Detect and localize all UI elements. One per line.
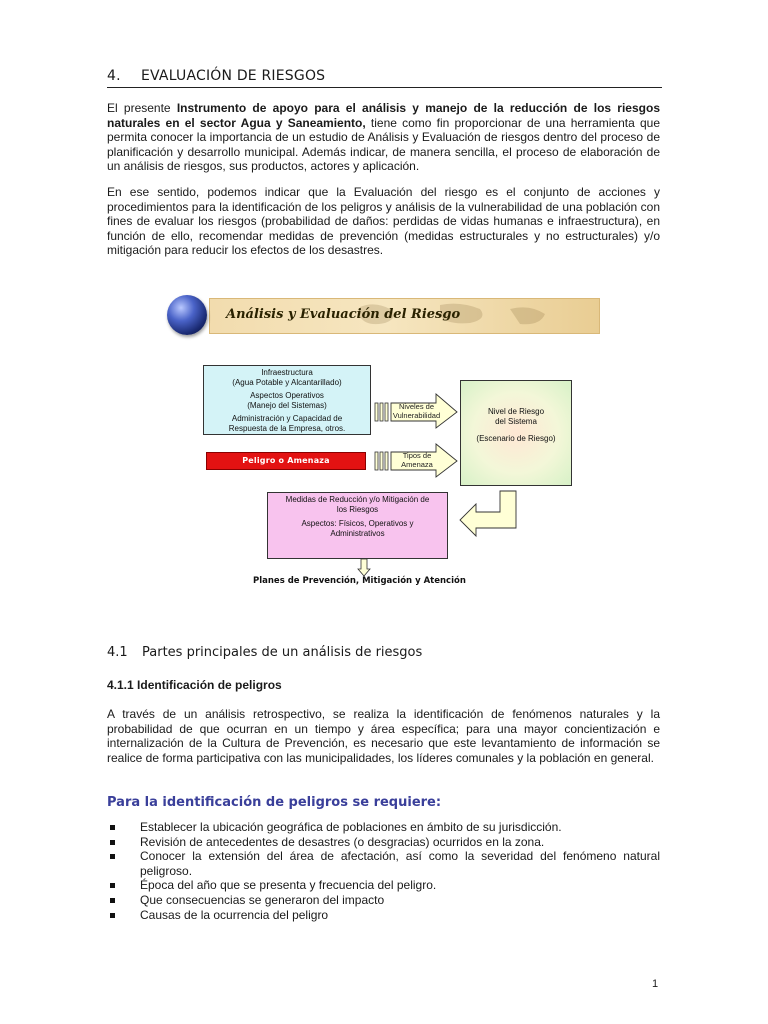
hazard-bar: Peligro o Amenaza (206, 452, 366, 470)
infrastructure-box (203, 365, 371, 435)
plans-label: Planes de Prevención, Mitigación y Atención (253, 576, 466, 586)
arrow1-label-line2: Vulnerabilidad (392, 410, 441, 420)
hazard-identification-paragraph: A través de un análisis retrospectivo, se realiza la identificación de fenómenos naturales y la probabilidad de que ocurran en un tiempo y área específica; para una mayor concientización e internalización de la Cultura de Prevención, es necesario que este levantamiento de información se realice de forma participativa con las municipalidades, los líderes comunales y la población en general. (107, 707, 660, 765)
list-item-text: Revisión de antecedentes de desastres (o desgracias) ocurridos en la zona. (140, 834, 545, 849)
bullet-square-icon (110, 840, 115, 845)
intro-bold-title: Instrumento de apoyo para el análisis y manejo de la reducción de los riesgos naturales en el sector Agua y Saneamiento, (107, 101, 660, 130)
bullet-square-icon (110, 825, 115, 830)
vulnerability-arrow-label (389, 403, 444, 420)
section-heading (107, 68, 662, 88)
intro-paragraph-1 (107, 101, 660, 174)
infra-line-4: (Manejo del Sistemas) (247, 400, 327, 410)
diagram-title: Análisis y Evaluación del Riesgo (226, 307, 461, 322)
bullet-square-icon (110, 883, 115, 888)
arrow1-label-line1: Niveles de (398, 402, 435, 411)
list-item (107, 908, 660, 923)
list-item (107, 849, 660, 878)
list-item-text: Que consecuencias se generaron del impacto (140, 892, 385, 907)
subsection-title: Partes principales de un análisis de riesgos (142, 645, 423, 660)
section-number: 4. (107, 68, 121, 84)
infra-line-2: (Agua Potable y Alcantarillado) (232, 377, 342, 387)
subsubsection-heading: 4.1.1 Identificación de peligros (107, 678, 282, 692)
medidas-line-3: Aspectos: Físicos, Operativos y (301, 519, 414, 528)
infra-line-1: Infraestructura (261, 368, 313, 377)
requirements-list (107, 820, 660, 922)
requirements-heading: Para la identificación de peligros se requiere: (107, 795, 442, 810)
intro-rest: tiene como fin proporcionar de una herramienta que permita conocer la importancia de un estudio de Análisis y Evaluación de riesgos dentro del proceso de planificación y desarrollo municipal. Además indicar, de manera sencilla, el proceso de elaboración de un análisis de riesgos, sus productos, actores y aplicación. (107, 115, 660, 174)
page-number: 1 (652, 978, 659, 990)
list-item (107, 820, 660, 835)
bullet-square-icon (110, 854, 115, 859)
list-item-text: Establecer la ubicación geográfica de poblaciones en ámbito de su jurisdicción. (140, 820, 562, 834)
arrow2-label-line1: Tipos de (402, 451, 432, 460)
mitigation-measures-box (267, 492, 448, 559)
subsection-heading (107, 645, 422, 660)
return-arrow-icon (458, 490, 520, 538)
medidas-line-4: Administrativos (330, 528, 385, 538)
intro-lead: El presente (107, 101, 177, 115)
nivel-line-1: Nivel de Riesgo (487, 407, 545, 416)
arrow2-label-line2: Amenaza (401, 459, 433, 469)
list-item-text: Causas de la ocurrencia del peligro (140, 907, 329, 922)
nivel-line-2: del Sistema (495, 416, 537, 426)
medidas-line-2: los Riesgos (336, 504, 379, 514)
intro-paragraph-2: En ese sentido, podemos indicar que la Evaluación del riesgo es el conjunto de acciones y procedimientos para la identificación de los peligros y análisis de la vulnerabilidad de una población con fines de evaluar los riesgos (probabilidad de daños: perdidas de vidas humanas e infraestructura), en función de ello, recomendar medidas de prevención (medidas estructurales y no estructurales) y/o mitigación para reducir los efectos de los desastres. (107, 185, 660, 258)
section-title: EVALUACIÓN DE RIESGOS (141, 68, 326, 84)
list-item-text: Conocer la extensión del área de afectación, así como la severidad del fenómeno natural peligroso. (140, 849, 660, 878)
list-item (107, 878, 660, 893)
bullet-square-icon (110, 913, 115, 918)
infra-line-5: Administración y Capacidad de (231, 414, 343, 423)
subsection-number: 4.1 (107, 645, 128, 660)
medidas-line-1: Medidas de Reducción y/o Mitigación de (285, 495, 430, 504)
infra-line-6: Respuesta de la Empresa, otros. (228, 423, 346, 433)
hazard-types-arrow-label (392, 452, 442, 469)
list-item (107, 835, 660, 850)
nivel-line-3: (Escenario de Riesgo) (476, 434, 556, 443)
infra-line-3: Aspectos Operativos (250, 391, 324, 400)
bullet-square-icon (110, 898, 115, 903)
risk-level-box (460, 380, 572, 486)
list-item-text: Época del año que se presenta y frecuencia del peligro. (140, 878, 437, 893)
list-item (107, 893, 660, 908)
down-arrow-icon (357, 559, 371, 577)
globe-icon (167, 295, 207, 335)
